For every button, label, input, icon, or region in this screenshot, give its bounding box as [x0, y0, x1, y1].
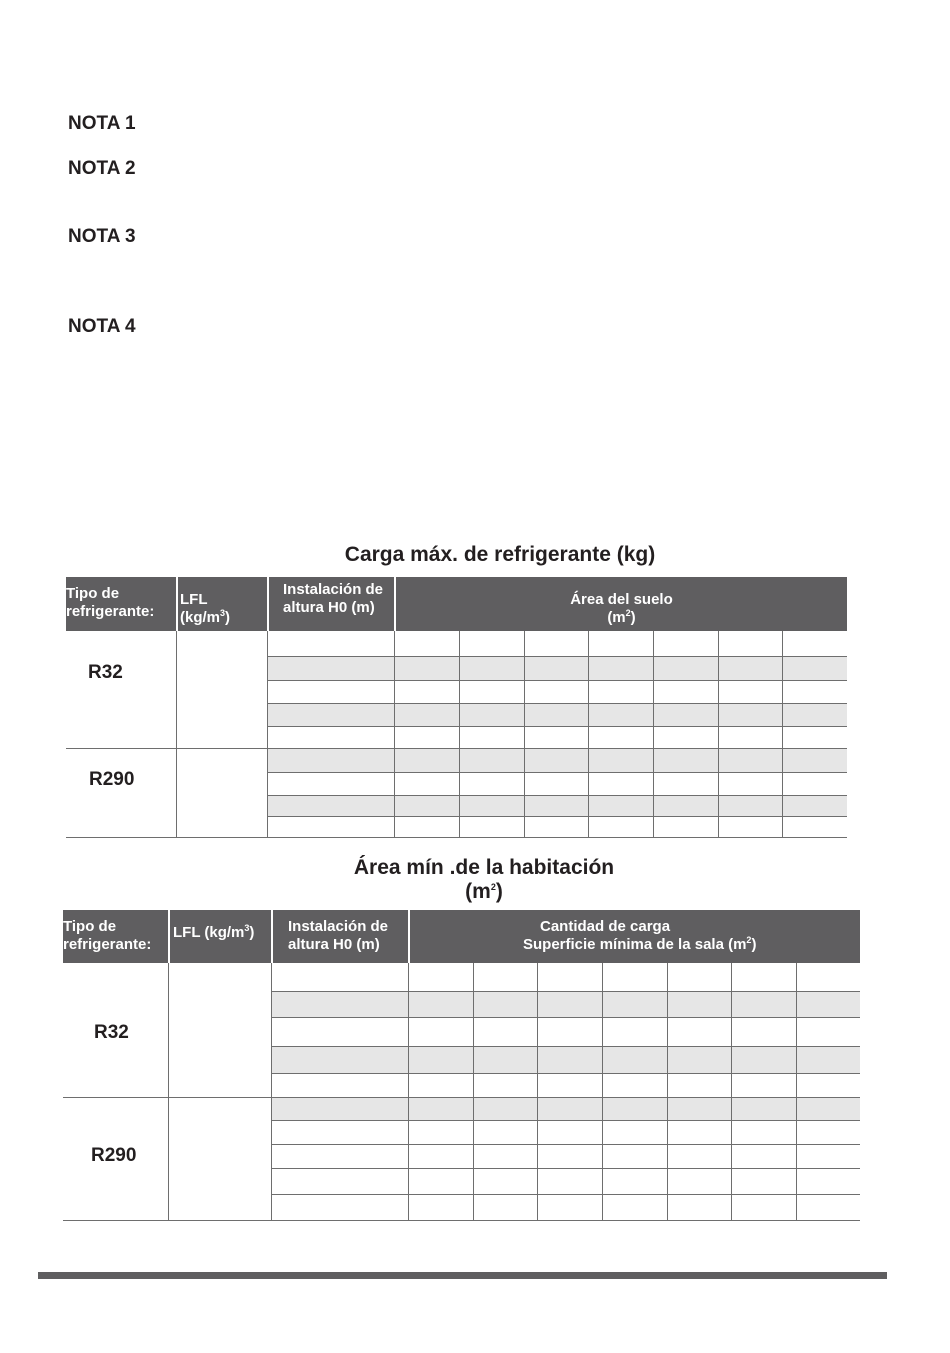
- table1-header-lfl-close: ): [225, 609, 231, 626]
- table2-title: [284, 856, 684, 904]
- note-2: NOTA 2: [68, 158, 136, 179]
- table2-title-sup: 2: [490, 882, 496, 892]
- table2-title-line1: Área mín .de la habitación: [353, 856, 615, 879]
- table1-header-area: [396, 577, 847, 631]
- table1-type-r32: R32: [88, 662, 123, 683]
- footer-divider: [38, 1272, 887, 1279]
- table2-header-charge-sup: 2: [746, 935, 752, 945]
- table2-type-r32: R32: [94, 1022, 129, 1043]
- table1-type-r290: R290: [89, 769, 135, 790]
- table1-header-lfl: [178, 577, 266, 631]
- table2-header-type-line2: refrigerante:: [63, 936, 152, 953]
- table2-header-charge-close: ): [751, 936, 757, 953]
- table1-header-type: [66, 577, 176, 631]
- table1-header-type-line2: refrigerante:: [66, 603, 155, 620]
- table2-title-close: ): [495, 880, 503, 903]
- table2-header-charge-line1: Cantidad de carga: [540, 918, 671, 935]
- table1-header-lfl-line1: LFL: [180, 591, 208, 608]
- table2-header-type: [63, 910, 167, 963]
- table2-header-charge-line2: Superficie mínima de la sala (m: [523, 936, 747, 953]
- table2-title-unit: (m: [465, 880, 491, 903]
- table1-header: [66, 577, 847, 631]
- table1-header-area-line1: Área del suelo: [570, 591, 673, 608]
- table2-header-install-line2: altura H0 (m): [288, 936, 380, 953]
- table1-header-install: [269, 577, 395, 631]
- note-4: NOTA 4: [68, 316, 136, 337]
- table2-header-lfl: [169, 910, 269, 963]
- note-3: NOTA 3: [68, 226, 136, 247]
- table2-header-lfl-label: LFL (kg/m: [173, 924, 245, 941]
- table1-header-install-line2: altura H0 (m): [283, 599, 375, 616]
- table1-header-lfl-sup: 3: [220, 608, 226, 618]
- table2-header-lfl-sup: 3: [244, 923, 250, 933]
- table2-header-install-line1: Instalación de: [288, 918, 389, 935]
- table1-header-type-line1: Tipo de: [66, 585, 120, 602]
- table2-header-type-line1: Tipo de: [63, 918, 117, 935]
- table1-header-area-unit: (m: [607, 609, 626, 626]
- table2-type-r290: R290: [91, 1145, 137, 1166]
- note-1: NOTA 1: [68, 113, 136, 134]
- table2-header-lfl-close: ): [249, 924, 255, 941]
- table1-title: Carga máx. de refrigerante (kg): [344, 543, 656, 566]
- table1-header-area-close: ): [630, 609, 636, 626]
- table1-header-install-line1: Instalación de: [283, 581, 384, 598]
- table1-header-lfl-unit: (kg/m: [180, 609, 221, 626]
- table2-header: [63, 910, 860, 963]
- table2-header-charge: [409, 910, 860, 963]
- table2-header-install: [272, 910, 407, 963]
- table1-header-area-sup: 2: [625, 608, 631, 618]
